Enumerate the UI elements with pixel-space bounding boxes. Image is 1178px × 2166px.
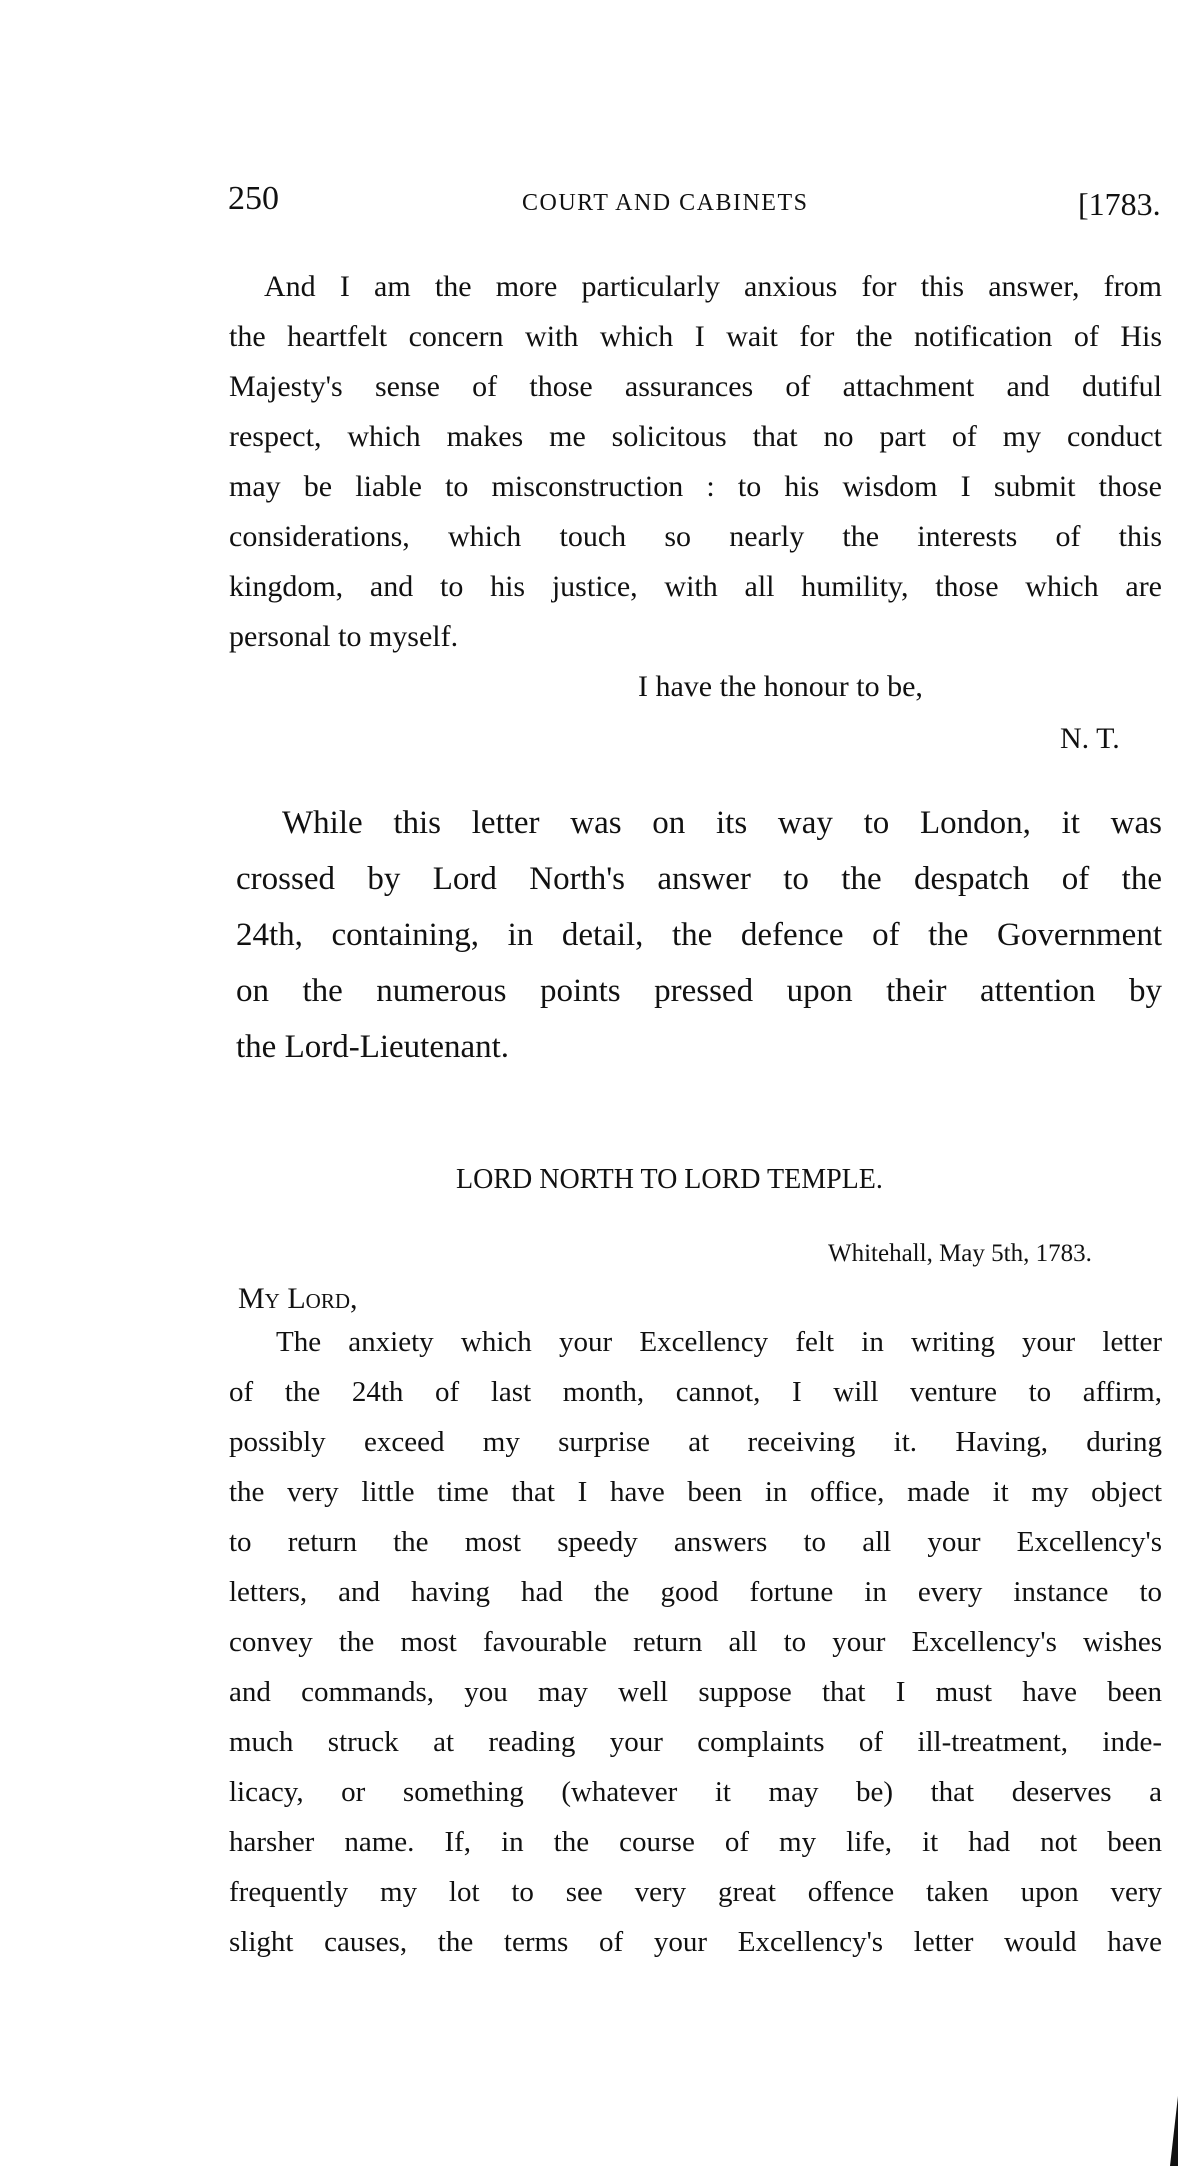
text-line: convey the most favourable return all to your Excellency's wishes <box>229 1626 1162 1658</box>
text-line: to return the most speedy answers to all your Excellency's <box>229 1526 1162 1558</box>
text-line: of the 24th of last month, cannot, I will venture to affirm, <box>229 1376 1162 1408</box>
running-title: COURT AND CABINETS <box>522 190 809 216</box>
dateline: Whitehall, May 5th, 1783. <box>828 1240 1092 1267</box>
page-number: 250 <box>228 180 279 217</box>
text-line: harsher name. If, in the course of my life, it had not been <box>229 1826 1162 1858</box>
text-line: kingdom, and to his justice, with all humility, those which are <box>229 570 1162 603</box>
text-line: considerations, which touch so nearly the interests of this <box>229 520 1162 553</box>
text-line: on the numerous points pressed upon their attention by <box>236 973 1162 1009</box>
header-year: [1783. <box>1078 186 1161 222</box>
text-line: and commands, you may well suppose that I must have been <box>229 1676 1162 1708</box>
text-line: letters, and having had the good fortune in every instance to <box>229 1576 1162 1608</box>
salutation: My Lord, <box>238 1282 358 1315</box>
text-line: 24th, containing, in detail, the defence of the Government <box>236 917 1162 953</box>
text-line: much struck at reading your complaints of ill-treatment, inde- <box>229 1726 1162 1758</box>
text-line: possibly exceed my surprise at receiving it. Having, during <box>229 1426 1162 1458</box>
text-line: While this letter was on its way to London, it was <box>282 805 1162 841</box>
text-line: respect, which makes me solicitous that no part of my conduct <box>229 420 1162 453</box>
text-line: frequently my lot to see very great offence taken upon very <box>229 1876 1162 1908</box>
text-line: The anxiety which your Excellency felt in writing your letter <box>276 1326 1162 1358</box>
text-line: personal to myself. <box>229 620 459 653</box>
closing: I have the honour to be, <box>638 670 923 703</box>
text-line: the heartfelt concern with which I wait for the notification of His <box>229 320 1162 353</box>
text-line: the Lord-Lieutenant. <box>236 1029 510 1065</box>
text-line: may be liable to misconstruction : to his wisdom I submit those <box>229 470 1162 503</box>
page-edge-mark <box>1170 2096 1178 2166</box>
text-line: Majesty's sense of those assurances of attachment and dutiful <box>229 370 1162 403</box>
text-line: the very little time that I have been in office, made it my object <box>229 1476 1162 1508</box>
signature: N. T. <box>1060 722 1120 755</box>
text-line: licacy, or something (whatever it may be) that deserves a <box>229 1776 1162 1808</box>
text-line: slight causes, the terms of your Excellency's letter would have <box>229 1926 1162 1958</box>
text-line: And I am the more particularly anxious for this answer, from <box>264 270 1162 303</box>
text-line: crossed by Lord North's answer to the despatch of the <box>236 861 1162 897</box>
letter-heading: LORD NORTH TO LORD TEMPLE. <box>456 1164 883 1195</box>
